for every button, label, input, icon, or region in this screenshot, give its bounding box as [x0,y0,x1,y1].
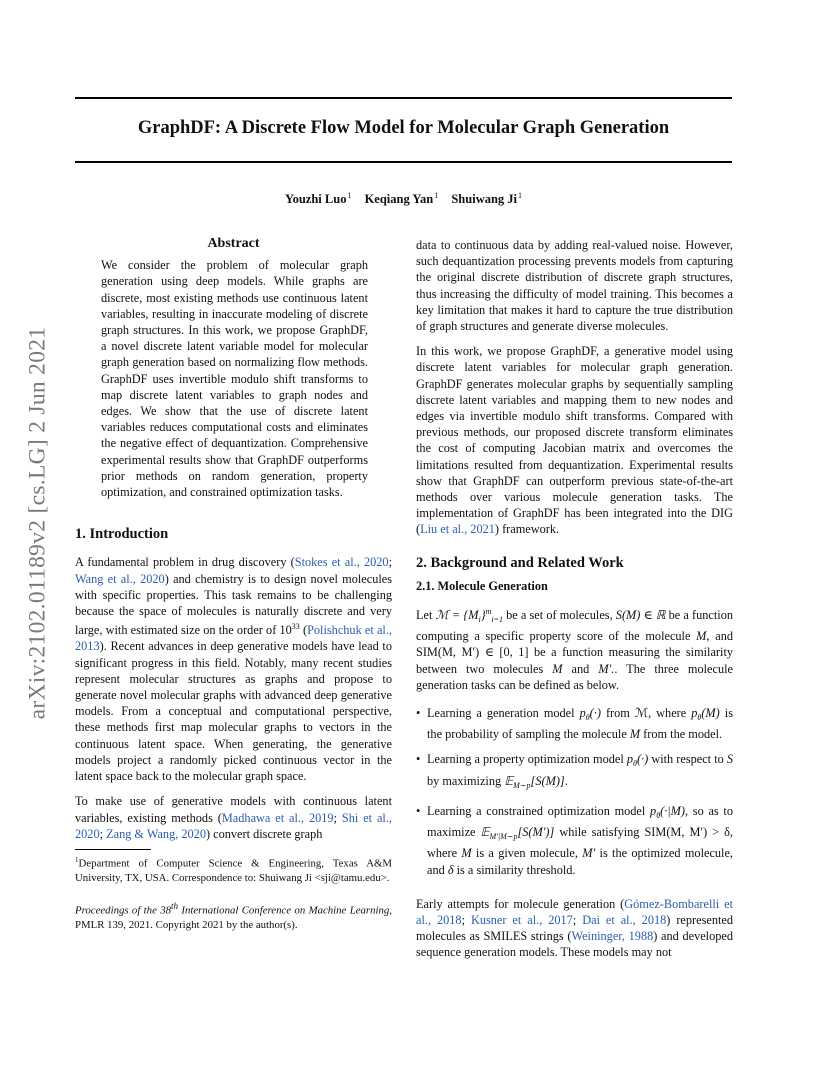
text-run: ; [572,912,583,927]
math-text: (M) [701,706,720,721]
subsection-heading-molecule-generation: 2.1. Molecule Generation [416,578,548,593]
math: SIM(M, M′) ∈ [0, 1] [416,645,529,660]
math: M [461,846,472,861]
math: M [696,629,707,644]
text-run: , PMLR 139, 2021. Copyright 2021 by the author(s). [75,904,392,931]
text-run: ) and chemistry is to design novel molecules with specific properties. This task remains to be challenging because the space of molecules is naturally discrete and very large, with estimated size on the order of 10 [75,571,393,638]
text-run: ) and developed sequence generation models. These models may not [416,929,734,960]
author-list [75,191,732,207]
list-item [416,803,733,878]
text-run: , so as to maximize [427,803,733,840]
text-run: To make use of generative models with continuous latent variables, existing methods ( [75,794,392,825]
text-run: be a function computing a specific property score of the molecule [416,608,733,644]
math [650,804,685,818]
text-run: Learning a property optimization model [427,752,627,767]
math-text: p [579,706,586,721]
text-run: ; [388,555,393,570]
intro-paragraph-2 [75,793,392,842]
math [480,825,555,842]
citation-link[interactable]: Stokes et al., 2020 [294,555,389,570]
text-run: while satisfying [554,825,645,840]
text-run: ; [461,912,471,927]
list-item [416,751,733,793]
intro-paragraph-1 [75,554,392,784]
abstract-text: We consider the problem of molecular graph generation using deep models. While graphs are discrete, most existing methods use continuous latent variables, resulting in inaccurate modeling of discrete graph structures. In this work, we propose GraphDF, a novel discrete latent variable model for molecular graph generation based on normalizing flow methods. GraphDF uses invertible modulo shift transforms to map discrete latent variables to graph nodes and edges. We show that the use of discrete latent variables reduces computational costs and eliminates the negative effect of dequantization. Comprehensive experimental results show that GraphDF outperforms prior methods on random generation, property optimization, and constrained optimization tasks. [101,258,368,500]
text-run: ; [99,826,107,841]
footnote-mark: 1 [75,855,79,864]
early-attempts-paragraph [416,896,733,961]
math-text: ℳ = {M [435,608,479,623]
text-run: with respect to [648,752,727,767]
math-text: 𝔼 [480,825,490,840]
section-heading-background: 2. Background and Related Work [416,554,624,571]
math: M′. [598,661,615,676]
text-run: Learning a constrained optimization model [427,803,651,818]
list-item [416,705,733,742]
footnote-text: Department of Computer Science & Engineering, Texas A&M University, TX, USA. Correspondence to: Shuiwang Ji <sji@tamu.edu>. [75,857,392,884]
proceedings-note [75,899,392,932]
citation-link[interactable]: Kusner et al., 2017 [470,912,573,927]
text-run: be a function measuring the similarity between two molecules [416,645,734,676]
affiliation-mark: 1 [434,191,439,200]
math-text: p [650,803,657,818]
math-text: } [480,608,486,623]
section-heading-introduction: 1. Introduction [75,526,169,543]
text-run: Learning a generation model [427,706,580,721]
author [451,192,522,206]
math [504,774,565,788]
text-run: A fundamental problem in drug discovery ( [75,555,295,570]
title-bottom-rule [75,161,732,163]
math [579,706,601,723]
left-column [75,236,392,932]
citation-link[interactable]: Madhawa et al., 2019 [221,810,334,825]
citation-link[interactable]: Dai et al., 2018 [582,912,667,927]
math-text: [S(M′)] [517,825,555,840]
text-run: , where [648,706,692,721]
math: S [726,752,734,767]
author [285,192,351,206]
definitions-paragraph [416,604,733,693]
citation-link[interactable]: Liu et al., 2021 [420,522,495,537]
text-run: International Conference on Machine Learning [178,904,390,917]
arxiv-identifier: arXiv:2102.01189v2 [cs.LG] 2 Jun 2021 [24,326,51,720]
text-run: Early attempts for molecule generation ( [416,896,625,911]
text-run: from [600,706,635,721]
citation-link[interactable]: Zang & Wang, 2020 [106,826,206,841]
title-top-rule [75,97,732,99]
math-text: p [626,752,634,767]
text-run: . [564,773,568,788]
paper-title: GraphDF: A Discrete Flow Model for Molecular Graph Generation [137,118,670,138]
math-sub: θ [585,713,590,723]
footnote-rule [75,849,151,850]
author [365,192,439,206]
math: S(M) ∈ ℝ [615,608,666,623]
math: ℳ [634,706,649,721]
math: δ [447,862,454,877]
math-sub: i [478,615,481,625]
text-run: ) represented molecules as SMILES strings ( [416,912,733,944]
text-run: Proceedings of the 38 [75,904,172,917]
affiliation-mark: 1 [347,191,352,200]
author-name: Shuiwang Ji [451,192,518,206]
abstract-heading: Abstract [207,236,260,251]
exponent: 33 [291,622,300,632]
math-text: p [691,706,698,721]
math [435,607,504,625]
text-run: be a set of molecules, [503,608,616,623]
math-text: [S(M)] [530,773,565,788]
math: SIM(M, M′) > δ [644,825,730,840]
math-sub: M∼p [513,780,531,790]
text-run: from the model. [640,727,723,742]
math-sub: i=1 [491,615,504,625]
citation-link[interactable]: Polishchuk et al., 2013 [75,623,392,654]
text-run: and [562,661,599,676]
this-work-paragraph [416,343,733,537]
math-text: (·|M) [660,803,686,818]
math-sub: M′|M∼p [489,832,518,842]
continued-paragraph: data to continuous data by adding real-valued noise. However, such dequantization processing prevents models from capturing the original discrete distribution of discrete graph structures, thus increasing the difficulty of model training. This becomes a key limitation that makes it hard to capture the true distribution of graph structures and generate diverse molecules. [416,238,733,334]
math-text: (·) [589,706,601,721]
author-name: Keqiang Yan [364,192,434,206]
citation-link[interactable]: Shi et al., 2020 [75,810,392,841]
text-run: , and [706,629,733,644]
author-name: Youzhi Luo [284,192,347,206]
text-run: ) convert discrete graph [205,826,323,841]
math-sub: θ [697,713,702,723]
affiliation-footnote [75,853,392,885]
text-run: ; [333,810,342,825]
math-text: (·) [636,752,649,767]
math-text: 𝔼 [504,773,514,788]
text-run: . The three molecule generation tasks can be defined as below. [416,661,733,692]
text-run: by maximizing [427,773,505,788]
citation-link[interactable]: Gómez-Bombarelli et al., 2018 [416,896,733,927]
math [691,706,720,723]
text-run: ). Recent advances in deep generative models have lead to significant progress in this field. Notably, many recent studies represent molecular structures as graphs and propose to generate novel molecular graphs with advanced deep generative models. From a conceptual and computational perspective, these methods first map molecular graphs to vectors in the continuous latent space. When generating, the generative models project a randomly picked continuous vector in the latent space back to the molecular graph space. [75,639,392,784]
text-run: ) framework. [494,522,560,537]
math: M [552,661,563,676]
text-run: is the optimized molecule, and [427,846,733,877]
text-run: is a similarity threshold. [453,862,576,877]
math: M′ [582,846,596,861]
math-sub: θ [633,759,637,769]
text-run: is the probability of sampling the molecule [427,706,733,742]
affiliation-mark: 1 [518,191,523,200]
math: M [629,727,641,742]
ordinal-sup: th [171,900,179,911]
text-run: is a given molecule, [471,846,583,861]
citation-link[interactable]: Wang et al., 2020 [75,571,165,586]
text-run: , where [427,825,733,861]
math-sub: θ [656,810,661,820]
text-run: Let [416,608,436,623]
math [626,752,649,769]
math-sup: m [485,607,492,617]
task-list [416,705,733,878]
citation-link[interactable]: Weininger, 1988 [571,929,654,944]
right-column [416,237,733,961]
text-run: ( [299,623,308,638]
text-run: In this work, we propose GraphDF, a generative model using discrete latent variables for molecular graph generation. GraphDF generates molecular graphs by sequentially sampling discrete latent variables and mapping them to new nodes and edges via invertible modulo shift transforms. Compared with previous methods, our proposed discrete transform eliminates the cost of computing Jacobian matrix and overcomes the limitations resulted from dequantization. Experimental results show that GraphDF can outperform previous state-of-the-art methods over various molecule generation tasks. The implementation of GraphDF has been integrated into the DIG ( [416,344,733,537]
